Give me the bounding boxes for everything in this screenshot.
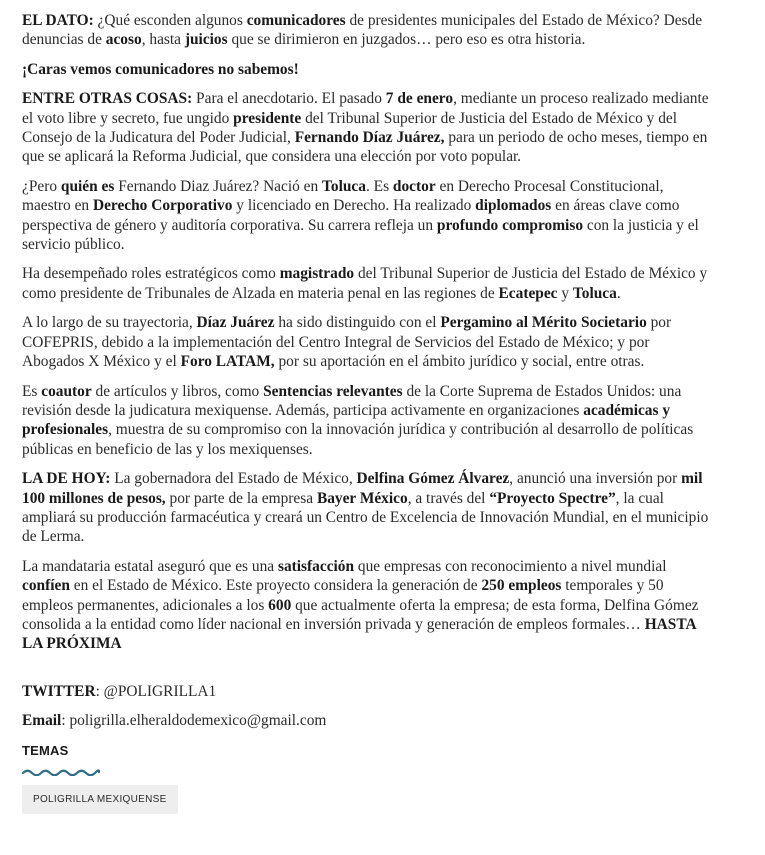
article-paragraph (22, 264, 712, 303)
bold-text: ¡Caras vemos comunicadores no sabemos! (22, 60, 299, 78)
bold-text: Ecatepec (498, 284, 558, 302)
article-paragraph (22, 60, 712, 79)
text-run: de artículos y libros, como (91, 382, 264, 400)
bold-text: Delfina Gómez Álvarez (356, 470, 510, 488)
bold-text: LA DE HOY: (22, 470, 111, 488)
text-run: Ha desempeñado roles estratégicos como (22, 265, 280, 283)
text-run: por su aportación en el ámbito jurídico y social, entre otras. (274, 353, 645, 371)
text-run: , mediante un proceso realizado mediante el voto libre y secreto, fue ungido (22, 90, 709, 127)
text-run: , hasta (141, 31, 185, 49)
bold-text: Bayer México (316, 489, 408, 507)
text-run: ¿Pero (22, 177, 61, 195)
wave-divider-icon (22, 768, 100, 776)
text-run: por COFEPRIS, debido a la implementación del Centro Integral de Servicios del Estado de México; y por Abogados X México y el (22, 314, 672, 371)
spacer (22, 664, 712, 682)
email-address: : poligrilla.elheraldodemexico@gmail.com (61, 712, 327, 730)
temas-heading: TEMAS (22, 742, 69, 758)
text-run: que empresas con reconocimiento a nivel mundial (354, 557, 667, 575)
bold-text: confíen (22, 577, 70, 595)
email-line (22, 711, 712, 730)
article-paragraph (22, 11, 712, 50)
bold-text: EL DATO: (22, 12, 94, 29)
tag-list (22, 776, 712, 814)
bold-text: ENTRE OTRAS COSAS: (22, 90, 193, 108)
text-run: , la cual ampliará su producción farmacéutica y creará un Centro de Excelencia de Innovación Mundial, en el municipio de Lerma. (22, 489, 709, 546)
bold-text: magistrado (279, 265, 355, 283)
bold-text: mil 100 millones de pesos, (22, 470, 703, 507)
bold-text: Fernando Díaz Juárez, (294, 129, 445, 147)
text-run: de la Corte Suprema de Estados Unidos: una revisión desde la judicatura mexiquense. Además, participa activamente en organizaciones (22, 382, 682, 419)
text-run: La mandataria estatal aseguró que es una (22, 557, 278, 575)
bold-text: diplomados (475, 197, 552, 215)
topic-tag[interactable]: POLIGRILLA MEXIQUENSE (22, 785, 178, 814)
text-run: en áreas clave como perspectiva de género y auditoría corporativa. Su carrera refleja un (22, 197, 680, 234)
text-run: ha sido distinguido con el (274, 314, 441, 332)
email-label: Email (22, 712, 62, 730)
text-run: en Derecho Procesal Constitucional, maestro en (22, 177, 664, 215)
text-run: ¿Qué esconden algunos (93, 12, 247, 29)
bold-text: Toluca (572, 284, 617, 302)
text-run: del Tribunal Superior de Justicia del Estado de México y del Consejo de la Judicatura del Poder Judicial, (22, 109, 677, 147)
text-run: que se dirimieron en juzgados… pero eso es otra historia. (227, 31, 586, 49)
article-body (22, 11, 712, 814)
bold-text: Díaz Juárez (196, 314, 275, 332)
bold-text: Sentencias relevantes (263, 382, 403, 400)
text-run: Para el anecdotario. El pasado (192, 90, 386, 108)
twitter-label: TWITTER (22, 682, 96, 700)
bold-text: académicas y profesionales (22, 401, 671, 439)
bold-text: satisfacción (277, 557, 355, 575)
text-run: A lo largo de su trayectoria, (22, 314, 197, 332)
text-run: , anunció una inversión por (509, 470, 682, 488)
bold-text: “Proyecto Spectre” (489, 489, 616, 507)
article-paragraph (22, 557, 712, 654)
bold-text: Foro LATAM, (180, 353, 275, 371)
text-run: de presidentes municipales del Estado de México? Desde denuncias de (22, 12, 703, 49)
bold-text: juicios (184, 31, 228, 49)
article-paragraph (22, 469, 712, 547)
article-paragraphs (22, 11, 712, 654)
bold-text: presidente (233, 109, 302, 127)
text-run: para un periodo de ocho meses, tiempo en que se aplicará la Reforma Judicial, que considera una elección por voto popular. (22, 129, 708, 166)
twitter-handle: : @POLIGRILLA1 (95, 682, 217, 700)
bold-text: HASTA LA PRÓXIMA (22, 615, 696, 653)
text-run: y licenciado en Derecho. Ha realizado (232, 197, 476, 215)
article-paragraph (22, 313, 712, 371)
text-run: con la justicia y el servicio público. (22, 216, 699, 254)
bold-text: Pergamino al Mérito Societario (440, 314, 647, 332)
bold-text: comunicadores (246, 12, 346, 29)
article-paragraph (22, 89, 712, 167)
text-run: temporales y 50 empleos permanentes, adicionales a los (22, 577, 664, 614)
text-run: Es (22, 382, 42, 400)
bold-text: 250 empleos (481, 577, 562, 595)
text-run: en el Estado de México. Este proyecto considera la generación de (69, 577, 482, 595)
text-run: por parte de la empresa (165, 489, 317, 507)
article-paragraph (22, 177, 712, 255)
text-run: La gobernadora del Estado de México, (110, 470, 357, 488)
bold-text: 7 de enero (385, 90, 454, 108)
text-run: y (557, 284, 573, 302)
bold-text: profundo compromiso (436, 216, 584, 234)
bold-text: doctor (392, 177, 436, 195)
twitter-line (22, 682, 712, 701)
text-run: . Es (365, 177, 393, 195)
text-run: , a través del (407, 489, 490, 507)
bold-text: Toluca (322, 177, 366, 195)
text-run: , muestra de su compromiso con la innovación jurídica y contribución al desarrollo de políticas públicas en beneficio de las y los mexiquenses. (22, 421, 694, 458)
bold-text: acoso (105, 31, 142, 49)
bold-text: quién es (60, 177, 115, 195)
bold-text: Derecho Corporativo (92, 197, 233, 215)
text-run: del Tribunal Superior de Justicia del Estado de México y como presidente de Tribunales de Alzada en materia penal en las regiones de (22, 265, 708, 302)
article-paragraph (22, 382, 712, 460)
text-run: Fernando Diaz Juárez? Nació en (114, 177, 323, 195)
bold-text: coautor (41, 382, 92, 400)
text-run: . (616, 284, 621, 302)
text-run: que actualmente oferta la empresa; de esta forma, Delfina Gómez consolida a la entidad como líder nacional en inversión privada y generación de empleos formales… (22, 596, 699, 633)
bold-text: 600 (268, 596, 292, 614)
